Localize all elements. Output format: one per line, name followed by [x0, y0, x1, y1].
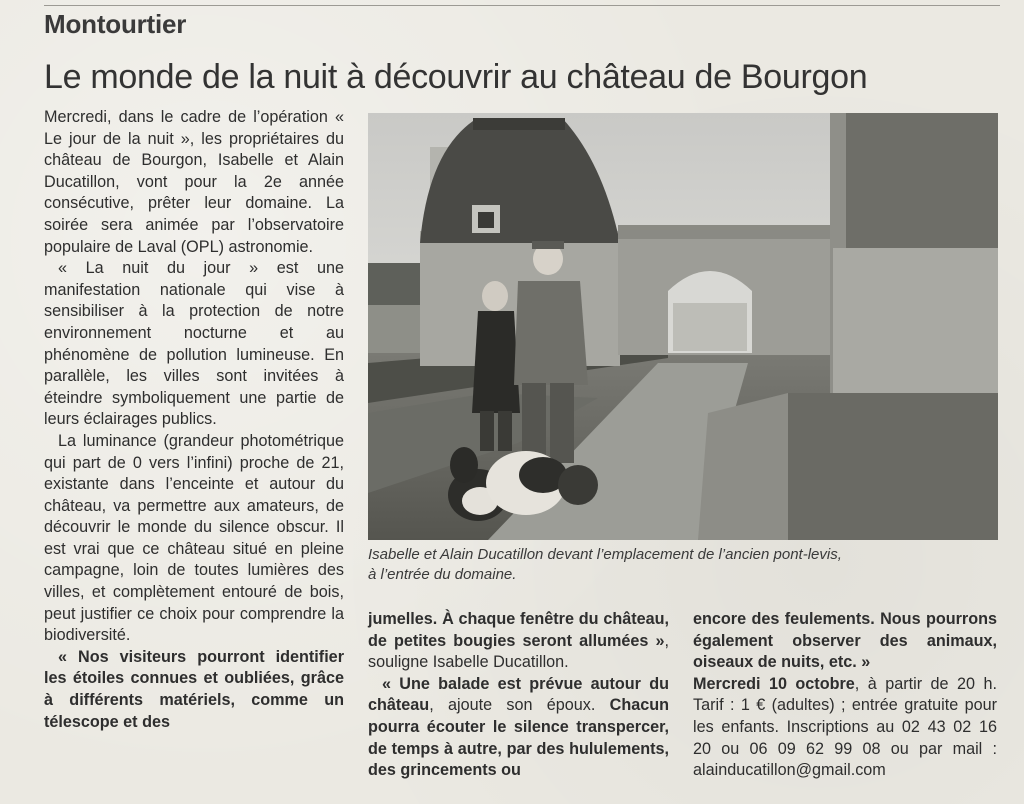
chateau-photo-illustration: [368, 113, 998, 540]
article-column-1: [44, 107, 344, 733]
photo-caption: [368, 545, 998, 585]
top-rule: [44, 5, 1000, 6]
caption-line-2: à l’entrée du domaine.: [368, 566, 517, 583]
attribution-epoux: , ajoute son époux.: [429, 696, 610, 715]
paragraph-practical-info: [693, 674, 997, 782]
section-title: Montourtier: [44, 9, 187, 39]
article-photo: [368, 113, 998, 540]
paragraph-bougies: [368, 609, 669, 674]
quote-silence: Chacun pourra écouter le silence transpercer, de temps à autre, par des hululements, des grincements ou: [368, 696, 669, 780]
paragraph-quote-visiteurs: « Nos visiteurs pourront identifier les étoiles connues et oubliées, grâce à différents matériels, comme un télescope et des: [44, 647, 344, 731]
paragraph-nuit-du-jour: « La nuit du jour » est une manifestation nationale qui vise à sensibiliser à la protection de notre environnement nocturne et au phénomène de pollution lumineuse. En parallèle, les villes sont invitées à éteindre symboliquement une partie de leurs éclairages publics.: [44, 259, 344, 429]
quote-balade: « Une balade est prévue autour du château: [368, 674, 669, 715]
article-headline: Le monde de la nuit à découvrir au château de Bourgon: [44, 58, 868, 96]
event-date: Mercredi 10 octobre: [693, 674, 855, 693]
attribution-isabelle: , souligne Isabelle Ducatillon.: [368, 631, 669, 672]
paragraph-feulements: encore des feulements. Nous pourrons également observer des animaux, oiseaux de nuits, etc. »: [693, 610, 997, 672]
article-column-2: [368, 609, 669, 782]
paragraph-intro: Mercredi, dans le cadre de l’opération « Le jour de la nuit », les propriétaires du château de Bourgon, Isabelle et Alain Ducatillon, vont pour la 2e année consécutive, prêter leur domaine. La soirée sera animée par l’observatoire populaire de Laval (OPL) astronomie.: [44, 108, 344, 256]
caption-line-1: Isabelle et Alain Ducatillon devant l’emplacement de l’ancien pont-levis,: [368, 546, 842, 563]
paragraph-balade: [368, 674, 669, 782]
quote-bougies: jumelles. À chaque fenêtre du château, de petites bougies seront allumées »: [368, 610, 669, 650]
event-details: , à partir de 20 h. Tarif : 1 € (adultes) ; entrée gratuite pour les enfants. Inscriptions au 02 43 02 16 20 ou 06 09 62 99 08 ou par mail : alainducatillon@gmail.com: [693, 674, 997, 780]
paragraph-luminance: La luminance (grandeur photométrique qui part de 0 vers l’infini) proche de 21, existante dans l’enceinte et autour du château, va permettre aux amateurs, de découvrir le monde du silence obscur. Il est vrai que ce château situé en pleine campagne, loin de toutes lumières des villes, et complètement entouré de bois, peut justifier ce choix pour comprendre la biodiversité.: [44, 431, 344, 645]
article-column-3: [693, 609, 997, 782]
